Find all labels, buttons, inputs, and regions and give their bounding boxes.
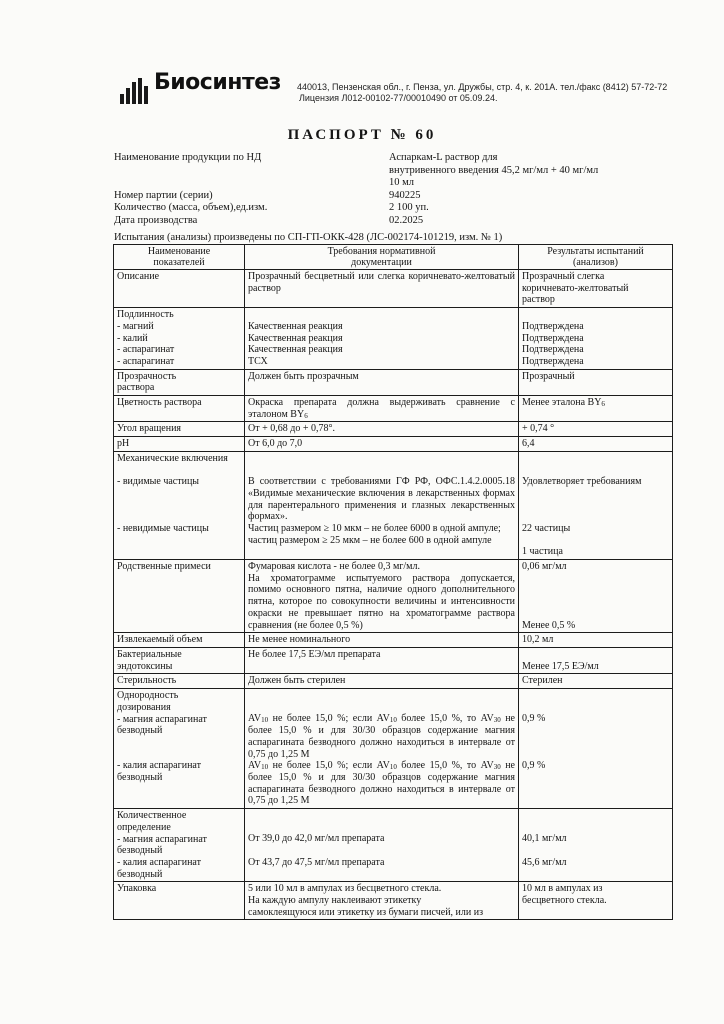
company-address [297, 82, 667, 104]
table-row [114, 674, 673, 689]
row-name: Упаковка [114, 882, 245, 920]
row-name: Подлинность - магний - калий - аспарагинат - аспарагинат [114, 308, 245, 370]
row-requirement: От + 0,68 до + 0,78°. [245, 422, 519, 437]
date-row [114, 215, 674, 228]
row-name: Стерильность [114, 674, 245, 689]
table-row [114, 396, 673, 422]
product-label: Наименование продукции по НД [114, 152, 262, 163]
quantity-label: Количество (масса, объем),ед.изм. [114, 202, 268, 213]
batch-label: Номер партии (серии) [114, 189, 213, 201]
company-name: Биосинтез [154, 70, 281, 95]
header-results: Результаты испытаний (анализов) [519, 245, 673, 270]
product-value: внутривенного введения 45,2 мг/мл + 40 мг/мл [389, 164, 599, 176]
table-row [114, 882, 673, 920]
row-name: Угол вращения [114, 422, 245, 437]
row-name: Однородность дозирования - магния аспарагинат безводный - калия аспарагинат безводный [114, 689, 245, 809]
row-requirement: $AV_{10}$ не более 15,0 %; если $AV_{10}$ более 15,0 %, то $AV_{30}$ не более 15,0 % и для 30/30 образцов содержание магния аспарагината безводного должно находиться в интервале от 0,75 до 1,25 M $AV_{10}$ не более 15,0 %; если $AV_{10}$ более 15,0 %, то $AV_{30}$ не более 15,0 % и для 30/30 образцов содержание магния аспарагината безводного должно находиться в интервале от 0,75 до 1,25 M [245, 689, 519, 809]
row-requirement: Окраска препарата должна выдерживать сравнение с эталоном $BY_6$ [245, 396, 519, 422]
row-result: 6,4 [519, 437, 673, 452]
row-result: Прозрачный слегка коричневато-желтоватый раствор [519, 270, 673, 308]
row-requirement: Не менее номинального [245, 633, 519, 648]
tests-caption: Испытания (анализы) произведены по СП-ГП-ОКК-428 (ЛС-002174-101219, изм. № 1) [114, 232, 503, 243]
row-result: Прозрачный [519, 369, 673, 395]
row-result: Менее 17,5 ЕЭ/мл [519, 648, 673, 674]
row-name: Извлекаемый объем [114, 633, 245, 648]
row-requirement: Качественная реакция Качественная реакция Качественная реакция ТСХ [245, 308, 519, 370]
header-indicator: Наименование показателей [114, 245, 245, 270]
row-requirement: 5 или 10 мл в ампулах из бесцветного стекла. На каждую ампулу наклеивают этикетку самоклеящуюся или этикетку из бумаги писчей, или из [245, 882, 519, 920]
quantity-value: 2 100 уп. [389, 202, 429, 213]
product-info [114, 152, 674, 227]
table-row [114, 648, 673, 674]
row-result: 40,1 мг/мл 45,6 мг/мл [519, 809, 673, 882]
table-row [114, 451, 673, 559]
row-requirement: Фумаровая кислота - не более 0,3 мг/мл. На хроматограмме испытуемого раствора допускается, помимо основного пятна, наличие одного дополнительного пятна, которое по совокупности величины и интенсивности окраски не превышает пятно на хроматограмме раствора сравнения (не более 0,5 %) [245, 560, 519, 633]
row-requirement: От 6,0 до 7,0 [245, 437, 519, 452]
row-name: Прозрачность раствора [114, 369, 245, 395]
product-value: Аспаркам-L раствор для [389, 152, 498, 163]
product-value: 10 мл [389, 177, 415, 188]
batch-row [114, 190, 674, 203]
row-name: Цветность раствора [114, 396, 245, 422]
row-requirement: В соответствии с требованиями ГФ РФ, ОФС.1.4.2.0005.18 «Видимые механические включения в лекарственных формах для парентерального применения и глазных лекарственных формах». Частиц размером ≥ 10 мкм – не более 6000 в одной ампуле; частиц размером ≥ 25 мкм – не более 600 в одной ампуле [245, 451, 519, 559]
table-row [114, 689, 673, 809]
product-row [114, 152, 674, 190]
row-result: 0,06 мг/мл Менее 0,5 % [519, 560, 673, 633]
row-name: Количественное определение - магния аспарагинат безводный - калия аспарагинат безводный [114, 809, 245, 882]
table-row [114, 560, 673, 633]
logo-bars-icon [118, 78, 152, 104]
company-logo [118, 70, 281, 104]
row-requirement: Должен быть прозрачным [245, 369, 519, 395]
table-row [114, 270, 673, 308]
test-results-table [113, 244, 673, 920]
license-line: Лицензия Л012-00102-77/00010490 от 05.09.24. [299, 93, 498, 103]
table-header-row [114, 245, 673, 270]
table-row [114, 809, 673, 882]
batch-value: 940225 [389, 189, 421, 201]
table-row [114, 422, 673, 437]
address-line: 440013, Пензенская обл., г. Пенза, ул. Дружбы, стр. 4, к. 201А. тел./факс (8412) 57-72-72 [297, 82, 668, 92]
row-name: Бактериальные эндотоксины [114, 648, 245, 674]
table-row [114, 437, 673, 452]
quantity-row [114, 202, 674, 215]
row-requirement: От 39,0 до 42,0 мг/мл препарата От 43,7 до 47,5 мг/мл препарата [245, 809, 519, 882]
row-requirement: Должен быть стерилен [245, 674, 519, 689]
row-result: Менее эталона $BY_6$ [519, 396, 673, 422]
row-result: 0,9 % 0,9 % [519, 689, 673, 809]
table-row [114, 369, 673, 395]
page-title: ПАСПОРТ № 60 [287, 127, 437, 143]
table-row [114, 633, 673, 648]
row-name: Механические включения - видимые частицы - невидимые частицы [114, 451, 245, 559]
row-requirement: Не более 17,5 ЕЭ/мл препарата [245, 648, 519, 674]
row-result: 10,2 мл [519, 633, 673, 648]
row-name: Родственные примеси [114, 560, 245, 633]
date-value: 02.2025 [389, 214, 424, 226]
header-requirements: Требования нормативной документации [245, 245, 519, 270]
row-result: + 0,74 ° [519, 422, 673, 437]
row-requirement: Прозрачный бесцветный или слегка коричневато-желтоватый раствор [245, 270, 519, 308]
row-name: Описание [114, 270, 245, 308]
row-result: Стерилен [519, 674, 673, 689]
date-label: Дата производства [114, 214, 198, 226]
row-result: 10 мл в ампулах из бесцветного стекла. [519, 882, 673, 920]
row-result: Удовлетворяет требованиям 22 частицы 1 частица [519, 451, 673, 559]
row-name: pH [114, 437, 245, 452]
table-row [114, 308, 673, 370]
row-result: Подтверждена Подтверждена Подтверждена Подтверждена [519, 308, 673, 370]
